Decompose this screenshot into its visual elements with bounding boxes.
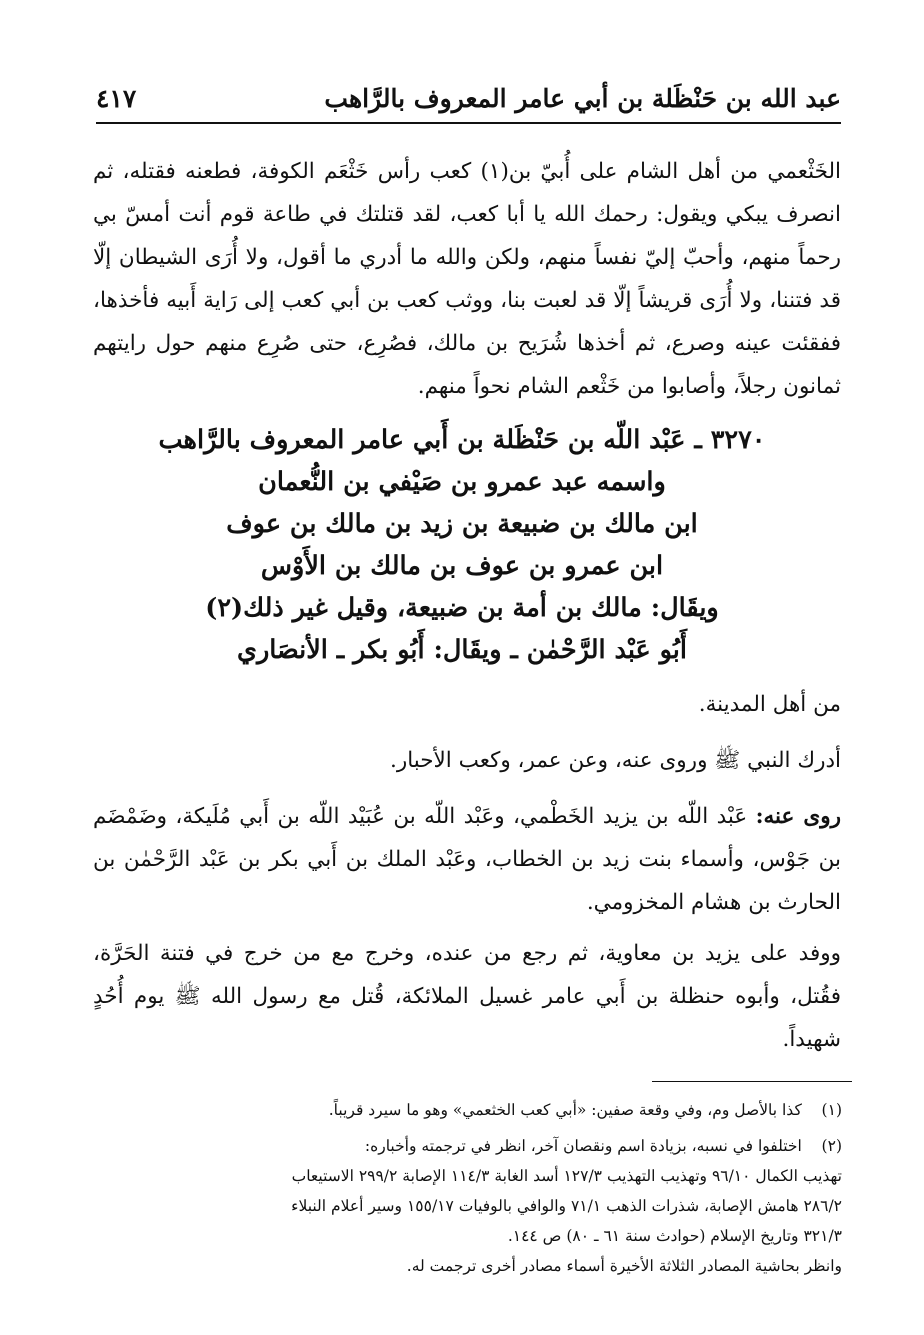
origin-line: من أهل المدينة.	[698, 692, 841, 717]
footnote-number: (٢)	[821, 1137, 842, 1155]
entry-title-line: ٣٢٧٠ ـ عَبْد اللّه بن حَنْظَلة بن أَبي عامر المعروف بالرَّاهب	[158, 425, 766, 455]
footnote-text: وانظر بحاشية المصادر الثلاثة الأخيرة أسماء مصادر أخرى ترجمت له.	[406, 1257, 842, 1275]
intro-paragraph: الخَثْعمي من أهل الشام على أُبيّ بن(١) كعب رأس خَثْعَم الكوفة، فطعنه فقتله، ثم انصرف يبكي ويقول: رحمك الله يا أبا كعب، لقد قتلتك في طاعة قوم أنت أمسّ بي رحماً منهم، وأحبّ إليّ نفساً منهم، ولكن والله ما أدري ما أقول، ولا أُرَى الشيطان إلّا قد فتننا، ولا أُرَى قريشاً إلّا قد لعبت بنا، ووثب كعب بن أبي كعب إلى رَاية أَبيه فأخذها، ففقئت عينه وصرع، ثم أخذها شُرَيح بن مالك، فصُرِع، حتى صُرِع منهم حول رايتهم ثمانون رجلاً، وأصابوا من خَثْعم الشام نحواً منهم.	[93, 159, 841, 399]
met-prophet-line: أدرك النبي ﷺ وروى عنه، وعن عمر، وكعب الأحبار.	[390, 748, 841, 773]
header-rule	[96, 122, 841, 124]
footnote-text: اختلفوا في نسبه، بزيادة اسم ونقصان آخر، انظر في ترجمته وأخباره:	[364, 1137, 802, 1155]
footnote-line	[97, 1131, 842, 1161]
footnote-text: كذا بالأصل وم، وفي وقعة صفين: «أبي كعب الخثعمي» وهو ما سيرد قريباً.	[328, 1101, 802, 1119]
footnote-1	[97, 1095, 842, 1125]
footnote-text: ٢٨٦/٢ هامش الإصابة، شذرات الذهب ٧١/١ والوافي بالوفيات ١٥٥/١٧ وسير أعلام النبلاء	[291, 1197, 842, 1215]
footnote-2	[97, 1131, 842, 1281]
final-paragraph: ووفد على يزيد بن معاوية، ثم رجع من عنده، وخرج مع من خرج في فتنة الحَرَّة، فقُتل، وأبوه حنظلة بن أَبي عامر غسيل الملائكة، قُتل مع رسول الله ﷺ يوم أُحُدٍ شهيداً.	[93, 941, 841, 1052]
page-number: ٤١٧	[96, 84, 137, 113]
running-header	[96, 78, 841, 122]
entry-title-line: واسمه عبد عمرو بن صَيْفي بن النُّعمان	[258, 467, 666, 497]
entry-title-line: ابن عمرو بن عوف بن مالك بن الأَوْس	[260, 551, 664, 581]
entry-title-line: ابن مالك بن ضبيعة بن زيد بن مالك بن عوف	[226, 509, 698, 539]
footnote-text: تهذيب الكمال ٩٦/١٠ وتهذيب التهذيب ١٢٧/٣ أسد الغابة ١١٤/٣ الإصابة ٢٩٩/٢ الاستيعاب	[291, 1167, 842, 1185]
narrators-text: عَبْد اللّه بن يزيد الخَطْمي، وعَبْد اللّه بن عُبَيْد اللّه بن أَبي مُلَيكة، وضَمْضَم بن جَوْس، وأسماء بنت زيد بن الخطاب، وعَبْد الملك بن أَبي بكر بن عَبْد الرَّحْمٰن بن الحارث بن هشام المخزومي.	[93, 804, 841, 915]
narrators-paragraph	[93, 795, 841, 924]
entry-title-line: أَبُو عَبْد الرَّحْمٰن ـ ويقَال: أَبُو بكر ـ الأنصَاري	[237, 635, 687, 665]
footnote-number: (١)	[821, 1101, 842, 1119]
footnote-text: ٣٢١/٣ وتاريخ الإسلام (حوادث سنة ٦١ ـ ٨٠) ص ١٤٤.	[507, 1227, 842, 1245]
entry-title-line: ويقَال: مالك بن أمة بن ضبيعة، وقيل غير ذلك(٢)	[205, 593, 719, 623]
entry-title	[100, 419, 824, 671]
narrators-label: روى عنه:	[755, 804, 841, 829]
footnote-line	[97, 1095, 842, 1125]
header-title: عبد الله بن حَنْظَلة بن أبي عامر المعروف بالرَّاهب	[324, 84, 841, 113]
footnote-separator	[652, 1081, 852, 1082]
